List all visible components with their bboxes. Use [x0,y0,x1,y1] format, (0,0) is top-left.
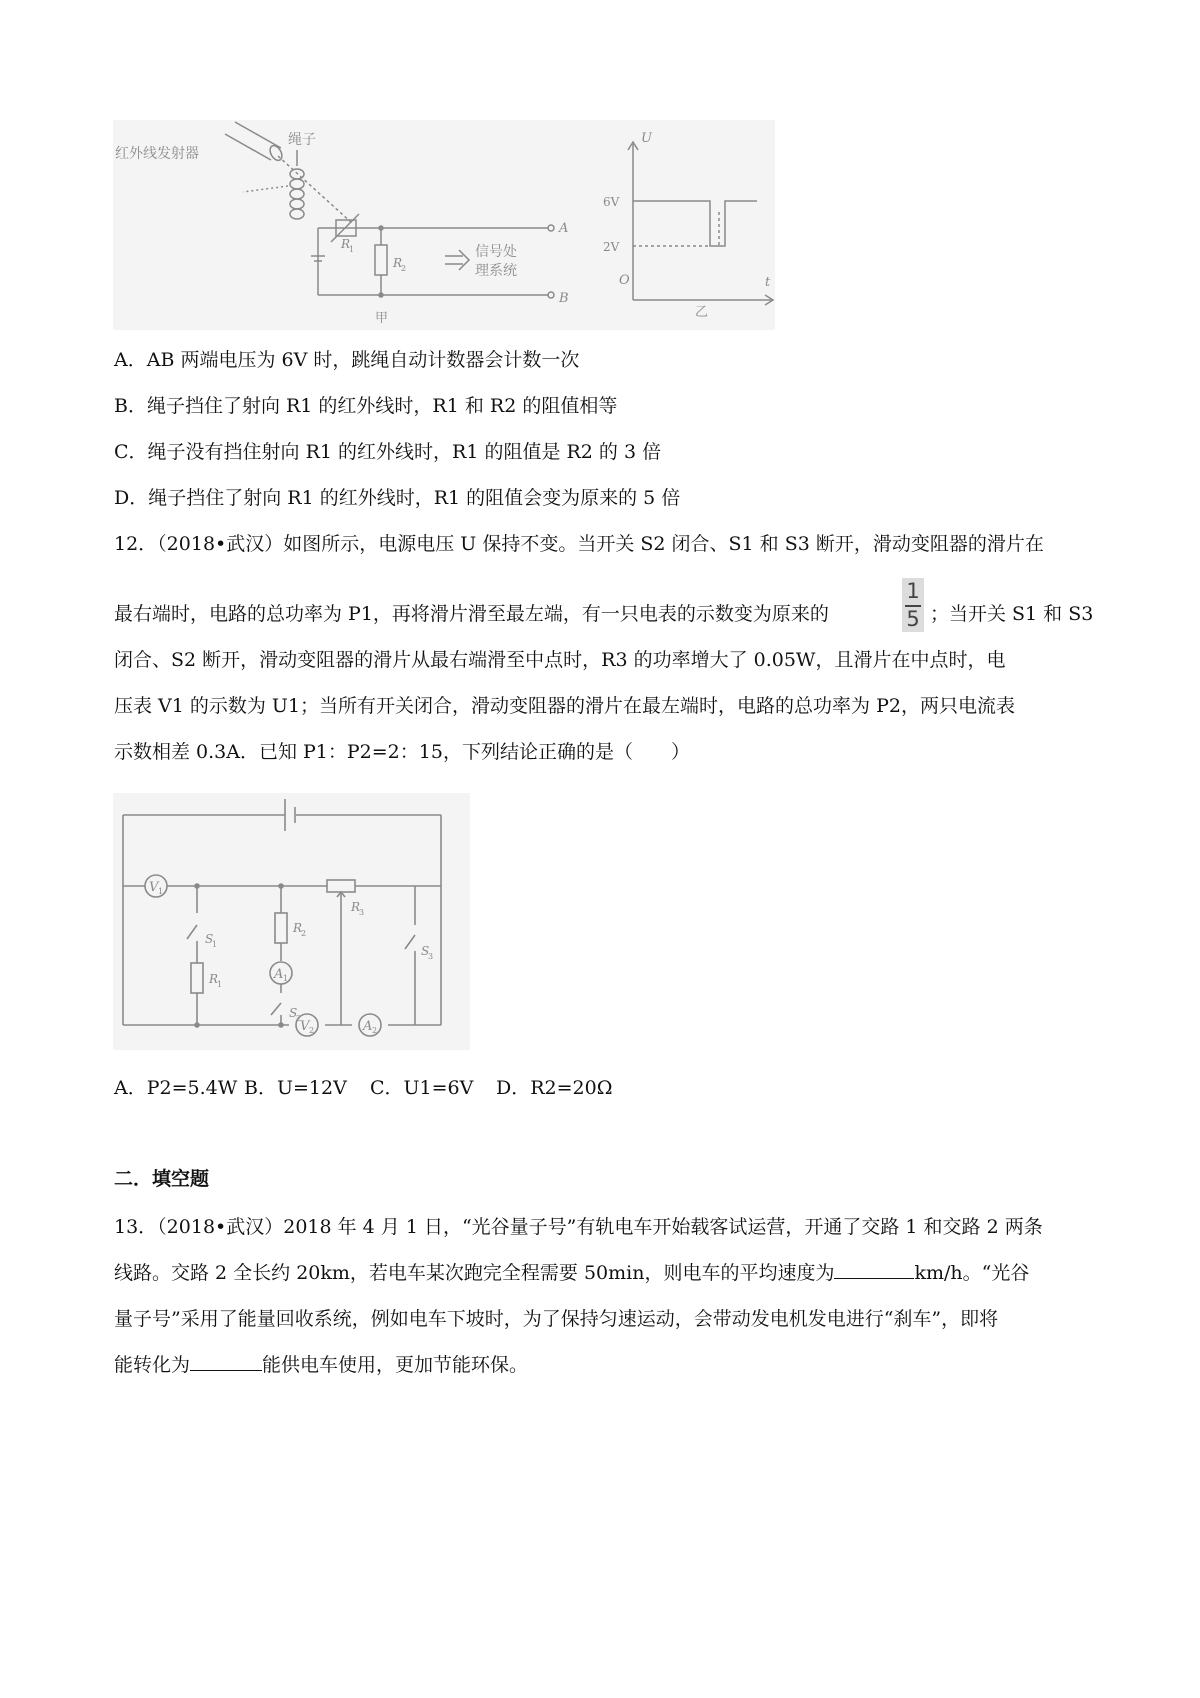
s2-label: S [289,1006,298,1020]
rope-label: 绳子 [288,132,316,148]
s1-subscript: 1 [212,940,218,949]
q12-line-1: 12．（2018•武汉）如图所示，电源电压 U 保持不变。当开关 S2 闭合、S1 和 S3 断开，滑动变阻器的滑片在 [114,533,1044,555]
t-axis-label: t [765,275,771,290]
figure-jump-rope-counter [113,120,775,330]
q12-option-b: B．U=12V [244,1077,347,1099]
q13-line-4-before: 能转化为 [114,1354,191,1376]
fraction-one-fifth [902,578,924,632]
q12-line-4: 压表 V1 的示数为 U1；当所有开关闭合，滑动变阻器的滑片在最左端时，电路的总功率为 P2，两只电流表 [114,695,1015,717]
terminal-b-label: B [559,291,569,306]
fraction-denominator: 5 [906,607,920,631]
level-2v-label: 2V [603,240,620,254]
q13-line-3: 量子号”采用了能量回收系统，例如电车下坡时，为了保持匀速运动，会带动发电机发电进行“刹车”，即将 [114,1308,999,1330]
fraction-numerator: 1 [906,579,920,603]
emitter-label: 红外线发射器 [115,146,199,162]
v2-meter-label: V [300,1019,310,1034]
r2-circuit-subscript: 2 [301,929,307,938]
caption-jia: 甲 [375,311,389,326]
a1-meter-subscript: 1 [283,974,289,983]
figure-circuit [113,793,470,1050]
r1-label: R [341,237,351,251]
answer-blank-speed[interactable] [834,1261,914,1279]
r2-subscript: 2 [401,264,407,273]
r2-label: R [393,256,403,270]
v2-meter-subscript: 2 [309,1026,315,1035]
r1-circuit-label: R [209,972,219,986]
s2-subscript: 2 [296,1014,302,1023]
q12-line-2-after: ；当开关 S1 和 S3 [930,603,1094,625]
level-6v-label: 6V [603,195,620,209]
s1-label: S [205,932,214,946]
q13-line-2 [114,1261,1029,1285]
q13-line-2-after: km/h。“光谷 [914,1262,1030,1284]
q12-option-c: C．U1=6V [370,1077,474,1099]
caption-yi: 乙 [695,305,709,320]
u-axis-label: U [641,131,652,146]
q12-line-5: 示数相差 0.3A．已知 P1：P2=2：15，下列结论正确的是（ ） [114,741,690,763]
r1-subscript: 1 [349,245,355,254]
q12-line-2-before: 最右端时，电路的总功率为 P1，再将滑片滑至最左端，有一只电表的示数变为原来的 [114,603,829,625]
signal-system-label-1: 信号处 [475,244,517,260]
section-title-fill-in: 二．填空题 [114,1168,210,1190]
circuit-svg [113,793,470,1050]
r3-circuit-subscript: 3 [359,908,365,917]
s3-subscript: 3 [428,952,434,961]
a2-meter-label: A [363,1019,373,1034]
v1-meter-subscript: 1 [158,887,164,896]
q13-line-4-after: 能供电车使用，更加节能环保。 [262,1354,529,1376]
s3-label: S [421,944,430,958]
q11-option-a: A．AB 两端电压为 6V 时，跳绳自动计数器会计数一次 [114,349,580,371]
a2-meter-subscript: 2 [372,1026,378,1035]
q12-line-3: 闭合、S2 断开，滑动变阻器的滑片从最右端滑至中点时，R3 的功率增大了 0.05W，且滑片在中点时，电 [114,649,1006,671]
terminal-a-label: A [559,221,569,236]
r2-circuit-label: R [293,921,303,935]
a1-meter-label: A [274,967,284,982]
origin-label: O [619,273,630,288]
v1-meter-label: V [149,880,159,895]
r3-circuit-label: R [351,900,361,914]
q11-option-d: D．绳子挡住了射向 R1 的红外线时，R1 的阻值会变为原来的 5 倍 [114,487,681,509]
q13-line-1: 13．（2018•武汉）2018 年 4 月 1 日，“光谷量子号”有轨电车开始载客试运营，开通了交路 1 和交路 2 两条 [114,1216,1043,1238]
q12-option-d: D．R2=20Ω [496,1077,613,1099]
answer-blank-energy[interactable] [190,1353,262,1371]
q11-option-b: B．绳子挡住了射向 R1 的红外线时，R1 和 R2 的阻值相等 [114,395,618,417]
q13-line-2-before: 线路。交路 2 全长约 20km，若电车某次跑完全程需要 50min，则电车的平均速度为 [114,1262,835,1284]
r1-circuit-subscript: 1 [217,980,223,989]
signal-system-label-2: 理系统 [475,263,517,279]
q12-option-a: A．P2=5.4W [114,1077,238,1099]
q11-option-c: C．绳子没有挡住射向 R1 的红外线时，R1 的阻值是 R2 的 3 倍 [114,441,662,463]
figure-jump-rope-svg [113,120,775,330]
q13-line-4 [114,1353,528,1377]
